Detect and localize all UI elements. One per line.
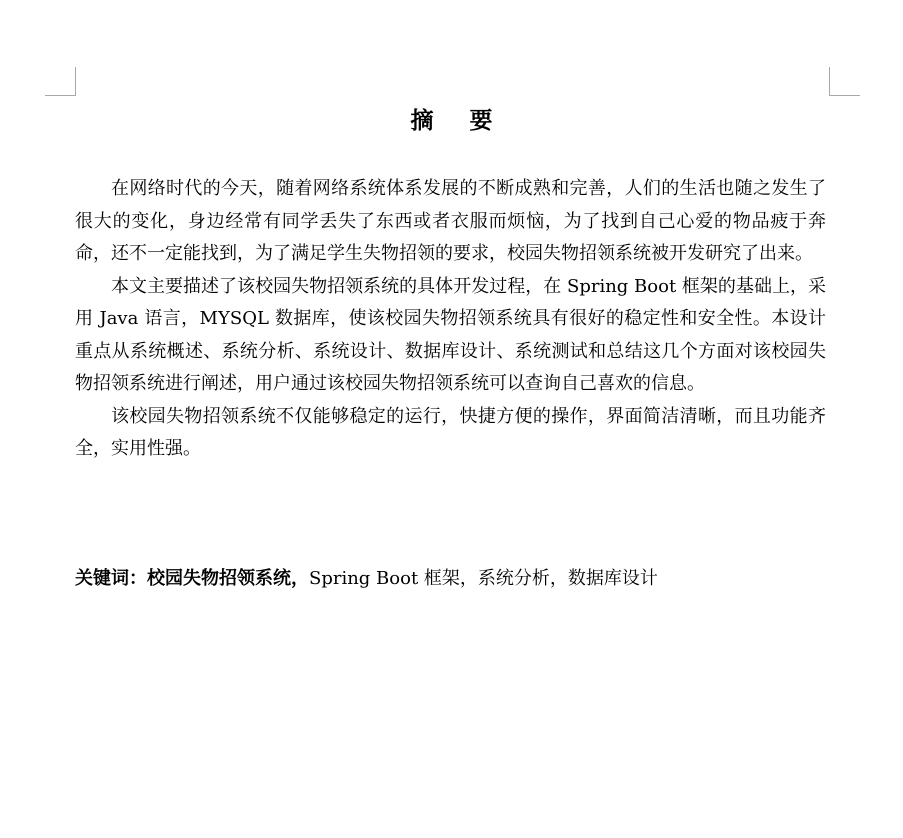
keyword-item: 系统分析，	[477, 568, 568, 589]
margin-corner-top-left	[45, 67, 76, 96]
margin-corner-top-right	[829, 67, 860, 96]
keyword-item: 数据库设计	[567, 568, 658, 589]
keyword-item: 校园失物招领系统，	[147, 568, 309, 589]
keywords-line	[75, 563, 826, 595]
abstract-title: 摘 要	[410, 108, 507, 134]
abstract-paragraph-3: 该校园失物招领系统不仅能够稳定的运行，快捷方便的操作，界面简洁清晰，而且功能齐全，实用性强。	[75, 405, 826, 459]
keywords-label: 关键词：	[75, 568, 147, 589]
abstract-paragraph-2: 本文主要描述了该校园失物招领系统的具体开发过程，在 Spring Boot 框架的基础上，采用 Java 语言，MYSQL 数据库，使该校园失物招领系统具有很好的稳定性和安全性。本设计重点从系统概述、系统分析、系统设计、数据库设计、系统测试和总结这几个方面对该校园失物招领系统进行阐述，用户通过该校园失物招领系统可以查询自己喜欢的信息。	[75, 275, 826, 394]
abstract-body	[75, 173, 826, 466]
keyword-item: Spring Boot 框架，	[309, 568, 478, 589]
abstract-paragraph-1: 在网络时代的今天，随着网络系统体系发展的不断成熟和完善，人们的生活也随之发生了很大的变化，身边经常有同学丢失了东西或者衣服而烦恼，为了找到自己心爱的物品疲于奔命，还不一定能找到，为了满足学生失物招领的要求，校园失物招领系统被开发研究了出来。	[75, 178, 826, 264]
